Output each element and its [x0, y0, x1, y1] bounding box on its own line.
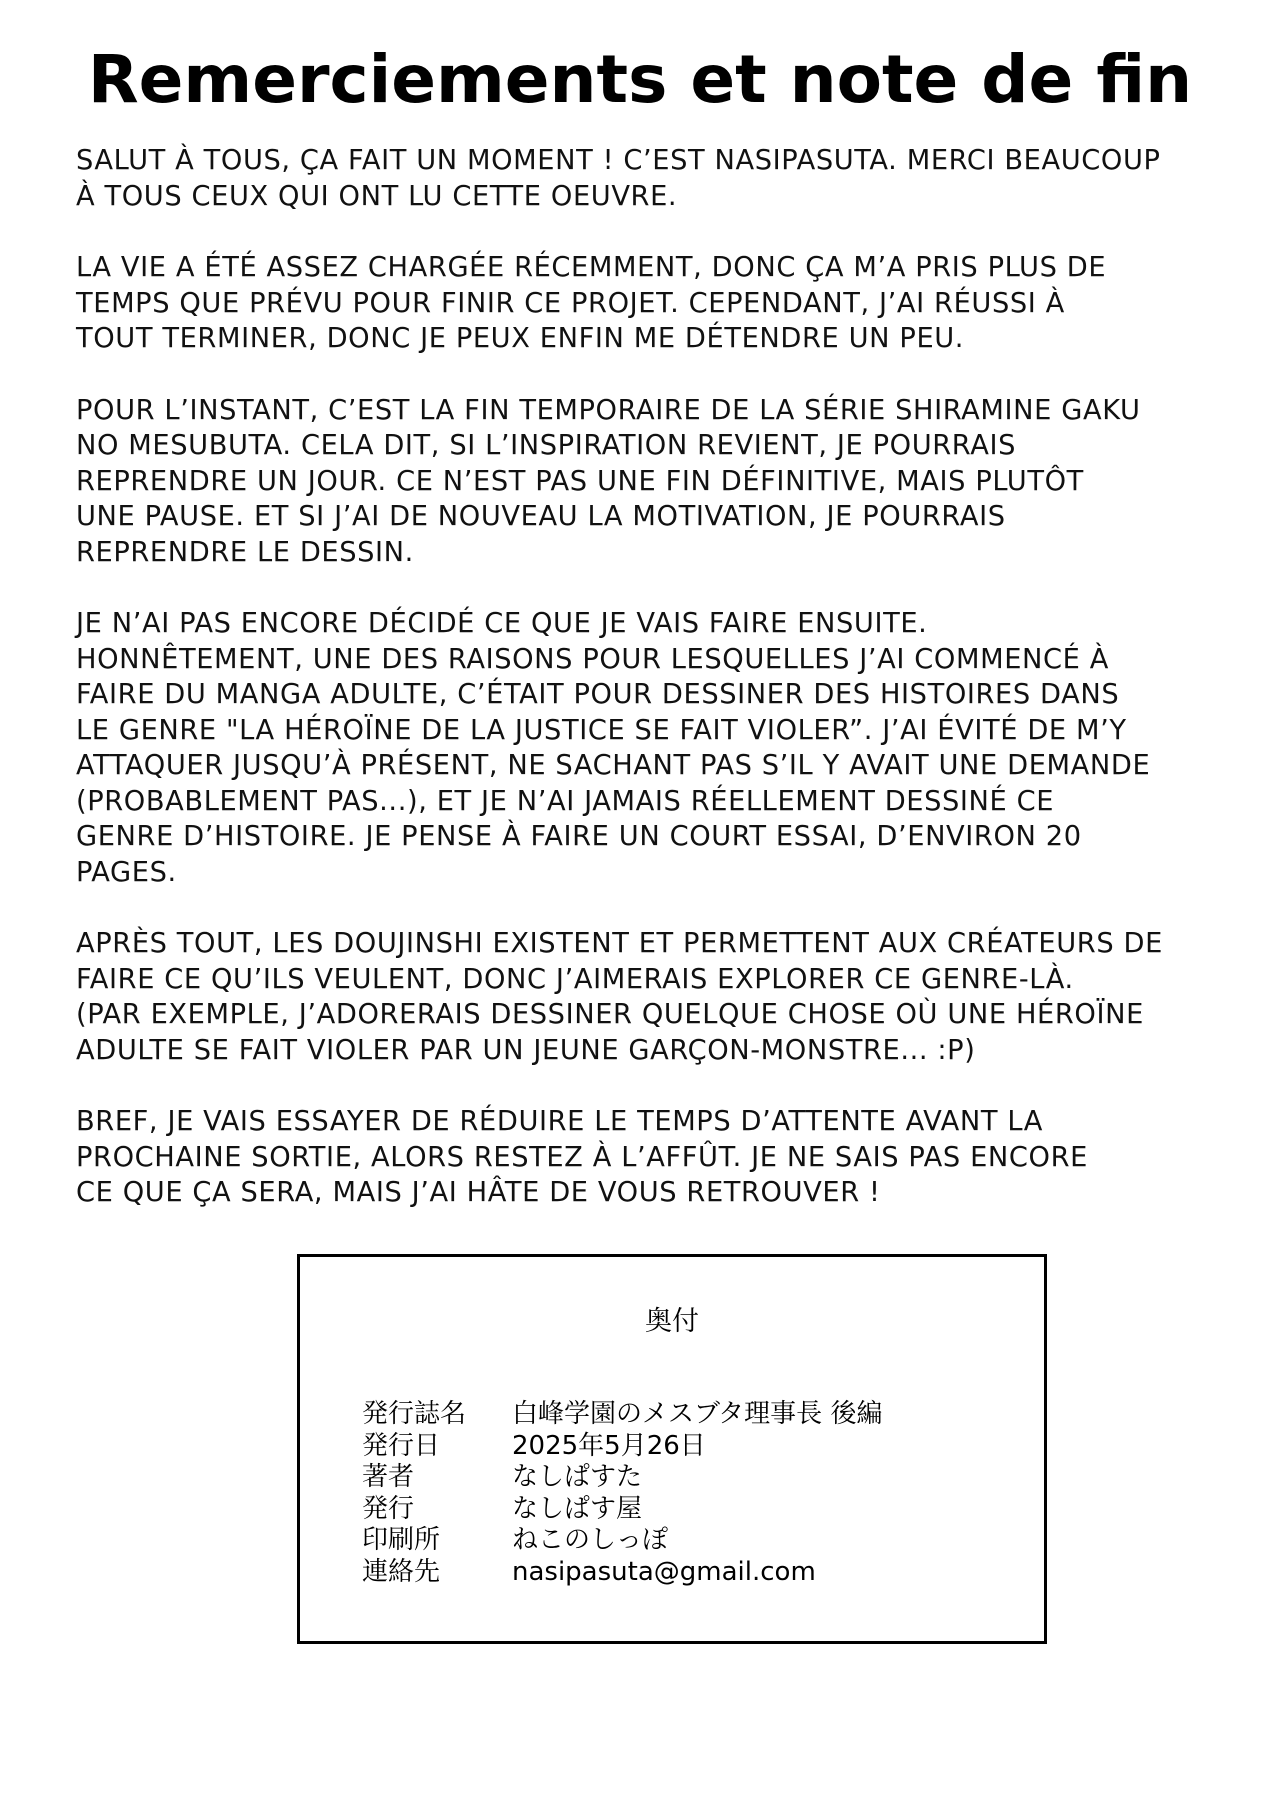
colophon-row [362, 1494, 1002, 1526]
colophon-row [362, 1557, 1002, 1589]
text-line: SALUT À TOUS, ÇA FAIT UN MOMENT ! C’EST NASIPASUTA. MERCI BEAUCOUP [76, 144, 1161, 176]
paragraph-6 [76, 1104, 1236, 1211]
text-line: HONNÊTEMENT, UNE DES RAISONS POUR LESQUELLES J’AI COMMENCÉ À [76, 642, 1109, 675]
paragraph-2 [76, 250, 1236, 357]
colophon-row [362, 1525, 1002, 1557]
colophon-value: なしぱす屋 [512, 1493, 643, 1524]
colophon-row [362, 1431, 1002, 1463]
text-line: GENRE D’HISTOIRE. JE PENSE À FAIRE UN COURT ESSAI, D’ENVIRON 20 [76, 820, 1082, 852]
colophon-value: ねこのしっぽ [512, 1525, 669, 1556]
colophon-key: 発行 [362, 1493, 415, 1524]
text-line: NO MESUBUTA. CELA DIT, SI L’INSPIRATION REVIENT, JE POURRAIS [76, 429, 1017, 461]
text-line: ADULTE SE FAIT VIOLER PAR UN JEUNE GARÇON-MONSTRE... :P) [76, 1033, 976, 1066]
text-line: TEMPS QUE PRÉVU POUR FINIR CE PROJET. CEPENDANT, J’AI RÉUSSI À [76, 286, 1065, 319]
colophon-key: 発行日 [362, 1430, 441, 1461]
colophon-row [362, 1462, 1002, 1494]
text-line: LE GENRE "LA HÉROÏNE DE LA JUSTICE SE FAIT VIOLER”. J’AI ÉVITÉ DE M’Y [76, 713, 1127, 746]
colophon-key: 発行誌名 [362, 1399, 467, 1430]
text-line: LA VIE A ÉTÉ ASSEZ CHARGÉE RÉCEMMENT, DONC ÇA M’A PRIS PLUS DE [76, 251, 1107, 283]
text-line: PROCHAINE SORTIE, ALORS RESTEZ À L’AFFÛT. JE NE SAIS PAS ENCORE [76, 1140, 1088, 1173]
paragraph-4 [76, 606, 1236, 890]
text-line: APRÈS TOUT, LES DOUJINSHI EXISTENT ET PERMETTENT AUX CRÉATEURS DE [76, 927, 1163, 959]
colophon-key: 印刷所 [362, 1525, 441, 1556]
colophon-key: 連絡先 [362, 1556, 441, 1587]
text-line: JE N’AI PAS ENCORE DÉCIDÉ CE QUE JE VAIS FAIRE ENSUITE. [76, 607, 928, 639]
text-line: PAGES. [76, 855, 177, 888]
colophon-box [297, 1254, 1047, 1644]
text-line: REPRENDRE UN JOUR. CE N’EST PAS UNE FIN DÉFINITIVE, MAIS PLUTÔT [76, 464, 1084, 497]
text-line: (PAR EXEMPLE, J’ADORERAIS DESSINER QUELQUE CHOSE OÙ UNE HÉROÏNE [76, 998, 1144, 1030]
colophon-key: 著者 [362, 1462, 415, 1493]
colophon-value: なしぱすた [512, 1462, 643, 1493]
paragraph-1 [76, 143, 1236, 214]
text-line: UNE PAUSE. ET SI J’AI DE NOUVEAU LA MOTIVATION, JE POURRAIS [76, 500, 1006, 532]
page-title: Remerciements et note de fin [87, 41, 1193, 118]
text-line: CE QUE ÇA SERA, MAIS J’AI HÂTE DE VOUS RETROUVER ! [76, 1176, 881, 1208]
text-line: REPRENDRE LE DESSIN. [76, 535, 414, 568]
text-line: BREF, JE VAIS ESSAYER DE RÉDUIRE LE TEMPS D’ATTENTE AVANT LA [76, 1105, 1044, 1137]
text-line: FAIRE DU MANGA ADULTE, C’ÉTAIT POUR DESSINER DES HISTOIRES DANS [76, 678, 1120, 710]
text-line: (PROBABLEMENT PAS...), ET JE N’AI JAMAIS RÉELLEMENT DESSINÉ CE [76, 784, 1055, 817]
text-line: FAIRE CE QU’ILS VEULENT, DONC J’AIMERAIS EXPLORER CE GENRE-LÀ. [76, 962, 1074, 995]
contact-email: nasipasuta@gmail.com [512, 1556, 816, 1587]
text-line: À TOUS CEUX QUI ONT LU CETTE OEUVRE. [76, 179, 678, 212]
colophon-table [362, 1399, 1002, 1588]
text-line: POUR L’INSTANT, C’EST LA FIN TEMPORAIRE DE LA SÉRIE SHIRAMINE GAKU [76, 393, 1141, 426]
colophon-heading: 奥付 [645, 1306, 699, 1337]
colophon-value: 白峰学園のメスブタ理事長 後編 [512, 1399, 883, 1430]
colophon-row [362, 1399, 1002, 1431]
body-text [76, 143, 1236, 1247]
paragraph-3 [76, 393, 1236, 571]
text-line: ATTAQUER JUSQU’À PRÉSENT, NE SACHANT PAS S’IL Y AVAIT UNE DEMANDE [76, 749, 1151, 781]
colophon-value: 2025年5月26日 [512, 1430, 706, 1461]
paragraph-5 [76, 926, 1236, 1068]
text-line: TOUT TERMINER, DONC JE PEUX ENFIN ME DÉTENDRE UN PEU. [76, 322, 965, 354]
